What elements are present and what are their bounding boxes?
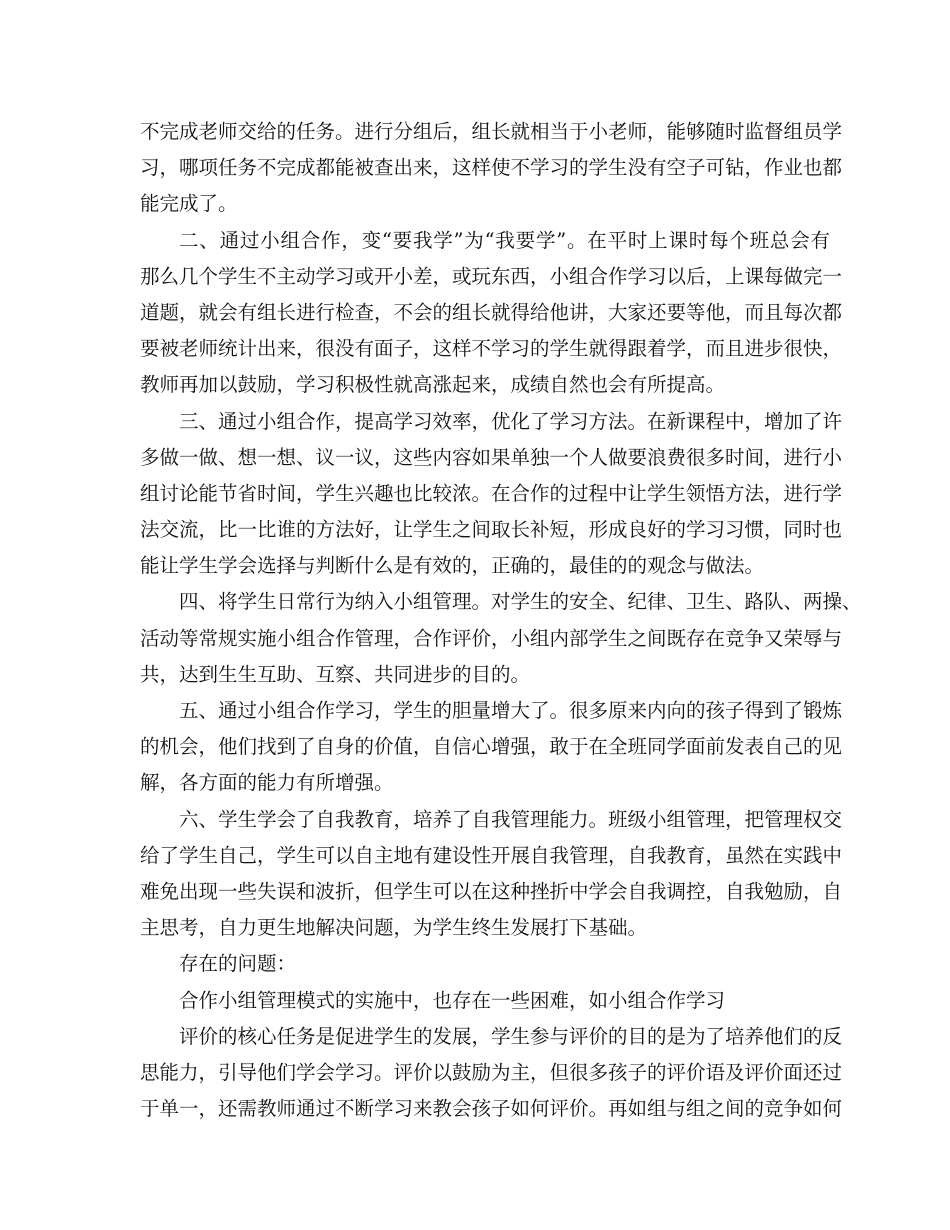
problems-heading: 存在的问题： — [179, 952, 297, 976]
text-line: 多做一做、想一想、议一议，这些内容如果单独一个人做要浪费很多时间，进行小 — [140, 445, 843, 469]
text-line: 组讨论能节省时间，学生兴趣也比较浓。在合作的过程中让学生领悟方法，进行学 — [140, 481, 843, 505]
text-line: 能完成了。 — [140, 192, 238, 216]
text-line: 要被老师统计出来，很没有面子，这样不学习的学生就得跟着学，而且进步很快， — [140, 337, 843, 361]
text-line: 合作小组管理模式的实施中，也存在一些困难，如小组合作学习 — [179, 988, 726, 1012]
text-line: 习，哪项任务不完成都能被查出来，这样使不学习的学生没有空子可钻，作业也都 — [140, 156, 843, 180]
text-line: 能让学生学会选择与判断什么是有效的，正确的，最佳的的观念与做法。 — [140, 554, 765, 578]
text-line: 教师再加以鼓励，学习积极性就高涨起来，成绩自然也会有所提高。 — [140, 373, 726, 397]
text-line: 思能力，引导他们学会学习。评价以鼓励为主，但很多孩子的评价语及评价面还过 — [140, 1060, 843, 1084]
text-line: 主思考，自力更生地解决问题，为学生终生发展打下基础。 — [140, 916, 648, 940]
text-line: 不完成老师交给的任务。进行分组后，组长就相当于小老师，能够随时监督组员学 — [140, 120, 843, 143]
text-line: 共，达到生生互助、互察、共同进步的目的。 — [140, 662, 531, 686]
section-2-heading-line: 二、通过小组合作，变“要我学”为“我要学”。在平时上课时每个班总会有 — [179, 228, 830, 252]
text-line: 给了学生自己，学生可以自主地有建设性开展自我管理，自我教育，虽然在实践中 — [140, 843, 843, 867]
text-line: 道题，就会有组长进行检查，不会的组长就得给他讲，大家还要等他，而且每次都 — [140, 300, 843, 324]
document-body — [140, 114, 862, 1127]
text-line: 的机会，他们找到了自身的价值，自信心增强，敢于在全班同学面前发表自己的见 — [140, 735, 843, 759]
section-4-heading-line: 四、将学生日常行为纳入小组管理。对学生的安全、纪律、卫生、路队、两操、 — [179, 590, 862, 614]
text-line: 解，各方面的能力有所增强。 — [140, 771, 394, 795]
text-line: 活动等常规实施小组合作管理，合作评价，小组内部学生之间既存在竞争又荣辱与 — [140, 626, 843, 650]
text-line: 法交流，比一比谁的方法好，让学生之间取长补短，形成良好的学习习惯，同时也 — [140, 518, 843, 542]
text-line: 评价的核心任务是促进学生的发展，学生参与评价的目的是为了培养他们的反 — [179, 1024, 843, 1048]
text-line: 于单一，还需教师通过不断学习来教会孩子如何评价。再如组与组之间的竞争如何 — [140, 1097, 843, 1121]
section-3-heading-line: 三、通过小组合作，提高学习效率，优化了学习方法。在新课程中，增加了许 — [179, 409, 843, 433]
text-line: 难免出现一些失误和波折，但学生可以在这种挫折中学会自我调控，自我勉励，自 — [140, 879, 843, 903]
text-line: 那么几个学生不主动学习或开小差，或玩东西，小组合作学习以后，上课每做完一 — [140, 264, 843, 288]
section-6-heading-line: 六、学生学会了自我教育，培养了自我管理能力。班级小组管理，把管理权交 — [179, 807, 843, 831]
section-5-heading-line: 五、通过小组合作学习，学生的胆量增大了。很多原来内向的孩子得到了锻炼 — [179, 699, 843, 722]
